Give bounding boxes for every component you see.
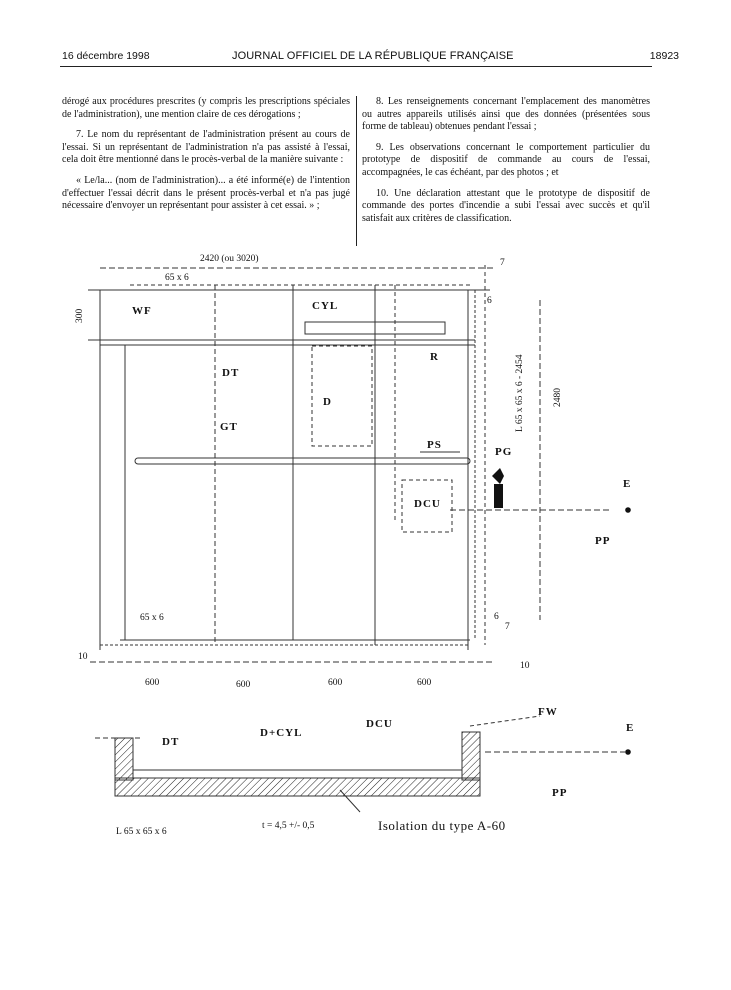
dim-10-right: 10 (520, 661, 530, 671)
paragraph-8: 8. Les renseignements concernant l'emplacement des manomètres ou autres appareils utilisés ainsi que des données (présentées sous forme de tableau) obtenues pendant l'essai ; (362, 96, 650, 133)
label-gt: GT (220, 421, 238, 433)
section-drawing (95, 716, 625, 812)
section-thickness: t = 4,5 +/- 0,5 (262, 821, 315, 831)
dim-7-bottom: 7 (505, 622, 510, 632)
dim-300: 300 (75, 308, 85, 323)
header-date: 16 décembre 1998 (62, 50, 150, 62)
label-dt: DT (222, 367, 240, 379)
dim-600-1: 600 (145, 678, 160, 688)
paragraph-9: 9. Les observations concernant le comportement particulier du prototype de dispositif de commande au cours de l'essai, accompagnées, le cas échéant, par des photos ; et (362, 141, 650, 178)
dim-total-width: 2420 (ou 3020) (200, 254, 259, 264)
dim-6-bottom: 6 (494, 612, 499, 622)
dim-7-top: 7 (500, 258, 505, 268)
section-label-e: E (626, 722, 635, 734)
label-d: D (323, 396, 332, 408)
label-cyl: CYL (312, 300, 339, 312)
dim-600-2: 600 (236, 680, 251, 690)
paragraph-10: 10. Une déclaration attestant que le prototype de dispositif de commande des portes d'incendie a subi l'essai avec succès et qu'il satisfait aux critères de classification. (362, 187, 650, 224)
section-angle-profile: L 65 x 65 x 6 (116, 827, 167, 837)
section-label-fw: FW (538, 706, 558, 718)
header-page-number: 18923 (649, 50, 679, 62)
dim-height: 2480 (553, 388, 563, 407)
dim-bottom-profile: 65 x 6 (140, 613, 164, 623)
e-point-icon (625, 507, 631, 513)
header-journal-title: JOURNAL OFFICIEL DE LA RÉPUBLIQUE FRANÇAISE (232, 50, 514, 62)
pg-handle-icon (492, 468, 504, 484)
dim-6-top: 6 (487, 296, 492, 306)
section-insulation-label: Isolation du type A-60 (378, 818, 506, 833)
section-label-pp: PP (552, 787, 568, 799)
dim-10-left: 10 (78, 652, 88, 662)
paragraph-derogation: dérogé aux procédures prescrites (y compris les prescriptions spéciales de l'administration), une mention claire de ces dérogations ; (62, 96, 350, 120)
dim-vertical-profile: L 65 x 65 x 6 - 2454 (515, 354, 525, 432)
section-label-dt: DT (162, 736, 180, 748)
pg-lever-icon (494, 484, 503, 508)
label-e: E (623, 478, 632, 490)
label-pp: PP (595, 535, 611, 547)
paragraph-7: 7. Le nom du représentant de l'administration présent au cours de l'essai. Si un représentant de l'administration n'a pas assisté à l'essai, cela doit être mentionné dans le procès-verbal de la manière suivante : (62, 129, 350, 166)
section-label-d-cyl: D+CYL (260, 727, 303, 739)
dim-600-4: 600 (417, 678, 432, 688)
label-r: R (430, 351, 439, 363)
label-dcu: DCU (414, 498, 441, 510)
paragraph-7-quote: « Le/la... (nom de l'administration)... a été informé(e) de l'intention d'effectuer l'essai décrit dans le présent procès-verbal et n'a pas jugé nécessaire d'envoyer un représentant pour assister à cet essai. » ; (62, 174, 350, 212)
label-wf: WF (132, 305, 152, 317)
label-ps: PS (427, 439, 442, 451)
section-label-dcu: DCU (366, 718, 393, 730)
dim-top-profile: 65 x 6 (165, 273, 189, 283)
e-point-section-icon (625, 749, 631, 755)
label-pg: PG (495, 446, 513, 458)
dim-600-3: 600 (328, 678, 343, 688)
